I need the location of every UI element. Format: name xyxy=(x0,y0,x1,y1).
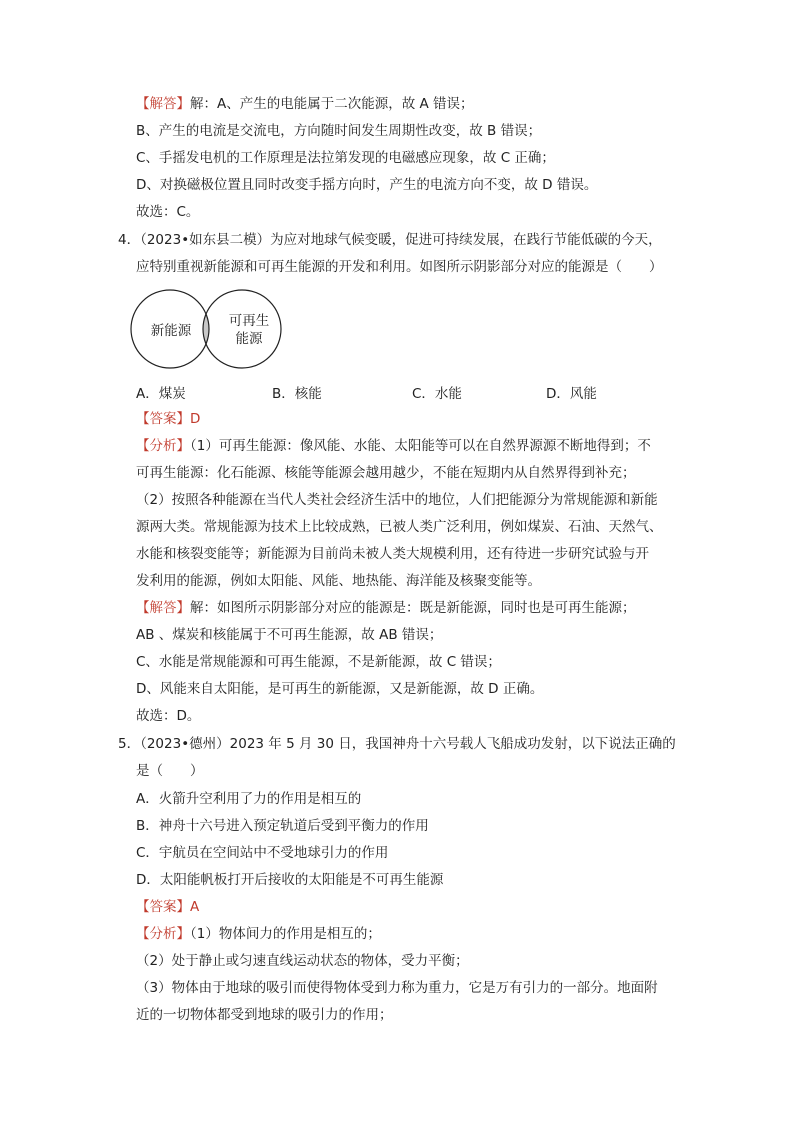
venn-right-label-1: 可再生 xyxy=(228,313,270,329)
q4-jieda-line3: C、水能是常规能源和可再生能源，不是新能源，故 C 错误； xyxy=(136,654,501,670)
q4-stem-line1: 4．（2023•如东县二模）为应对地球气候变暖，促进可持续发展，在践行节能低碳的今天， xyxy=(118,232,662,248)
q4-analysis-line4: 源两大类。常规能源为技术上比较成熟，已被人类广泛利用，例如煤炭、石油、天然气、 xyxy=(136,519,663,535)
q5-stem-line2: 是（ ） xyxy=(136,763,204,779)
q4-stem-line2: 应特别重视新能源和可再生能源的开发和利用。如图所示阴影部分对应的能源是（ ） xyxy=(136,259,663,275)
q4-analysis-line3: （2）按照各种能源在当代人类社会经济生活中的地位，人们把能源分为常规能源和新能 xyxy=(136,492,658,508)
q5-answer xyxy=(136,897,199,917)
q5-analysis-line3: （3）物体由于地球的吸引而使得物体受到力称为重力，它是万有引力的一部分。地面附 xyxy=(136,980,658,996)
q3-jieda-line4: D、对换磁极位置且同时改变手摇方向时，产生的电流方向不变，故 D 错误。 xyxy=(136,177,598,193)
answer-tag: 【答案】 xyxy=(136,899,190,915)
q4-jieda-line4: D、风能来自太阳能，是可再生的新能源，又是新能源，故 D 正确。 xyxy=(136,681,544,697)
analysis-tag: 【分析】 xyxy=(136,926,190,942)
q4-choose: 故选：D。 xyxy=(136,708,201,724)
q4-analysis-line2: 可再生能源：化石能源、核能等能源会越用越少，不能在短期内从自然界得到补充； xyxy=(136,465,636,481)
answer-value: A xyxy=(190,899,200,915)
venn-right-label-2: 能源 xyxy=(235,331,263,347)
q4-jieda-text1: 解：如图所示阴影部分对应的能源是：既是新能源，同时也是可再生能源； xyxy=(190,600,636,616)
q3-jieda-line1 xyxy=(136,94,474,114)
jieda-tag: 【解答】 xyxy=(136,600,190,616)
q4-analysis-text1: （1）可再生能源：像风能、水能、太阳能等可以在自然界源源不断地得到；不 xyxy=(190,438,651,454)
q4-answer xyxy=(136,409,200,429)
q5-analysis-line4: 近的一切物体都受到地球的吸引力的作用； xyxy=(136,1007,393,1023)
analysis-tag: 【分析】 xyxy=(136,438,190,454)
q4-options xyxy=(136,382,696,402)
q5-stem-line1: 5．（2023•德州）2023 年 5 月 30 日，我国神舟十六号载人飞船成功发射，以下说法正确的 xyxy=(118,736,676,752)
q5-analysis-text1: （1）物体间力的作用是相互的； xyxy=(190,926,381,942)
q5-option-a: A．火箭升空利用了力的作用是相互的 xyxy=(136,791,362,807)
q5-analysis-line2: （2）处于静止或匀速直线运动状态的物体，受力平衡； xyxy=(136,953,469,969)
venn-left-label: 新能源 xyxy=(150,323,192,339)
q4-analysis-line6: 发利用的能源，例如太阳能、风能、地热能、海洋能及核聚变能等。 xyxy=(136,573,541,589)
q3-jieda-line3: C、手摇发电机的工作原理是法拉第发现的电磁感应现象，故 C 正确； xyxy=(136,150,555,166)
q3-choose: 故选：C。 xyxy=(136,204,200,220)
q4-jieda-line2: AB 、煤炭和核能属于不可再生能源，故 AB 错误； xyxy=(136,627,443,643)
q3-jieda-line2: B、产生的电流是交流电，方向随时间发生周期性改变，故 B 错误； xyxy=(136,123,542,139)
q4-analysis-line1 xyxy=(136,436,651,456)
q5-option-c: C．宇航员在空间站中不受地球引力的作用 xyxy=(136,845,389,861)
q4-option-c: C．水能 xyxy=(412,386,462,402)
answer-value: D xyxy=(190,411,201,427)
jieda-tag: 【解答】 xyxy=(136,96,190,112)
venn-diagram xyxy=(130,284,290,378)
q5-option-d: D．太阳能帆板打开后接收的太阳能是不可再生能源 xyxy=(136,872,444,888)
q4-analysis-line5: 水能和核裂变能等；新能源为目前尚未被人类大规模利用，还有待进一步研究试验与开 xyxy=(136,546,649,562)
q4-option-a: A．煤炭 xyxy=(136,386,186,402)
q4-option-d: D．风能 xyxy=(546,386,597,402)
q4-option-b: B．核能 xyxy=(272,386,322,402)
answer-tag: 【答案】 xyxy=(136,411,190,427)
q4-jieda-line1 xyxy=(136,598,636,618)
q5-option-b: B．神舟十六号进入预定轨道后受到平衡力的作用 xyxy=(136,818,429,834)
venn-right-circle xyxy=(203,290,281,368)
q3-jieda-text1: 解：A、产生的电能属于二次能源，故 A 错误； xyxy=(190,96,474,112)
q5-analysis-line1 xyxy=(136,924,381,944)
